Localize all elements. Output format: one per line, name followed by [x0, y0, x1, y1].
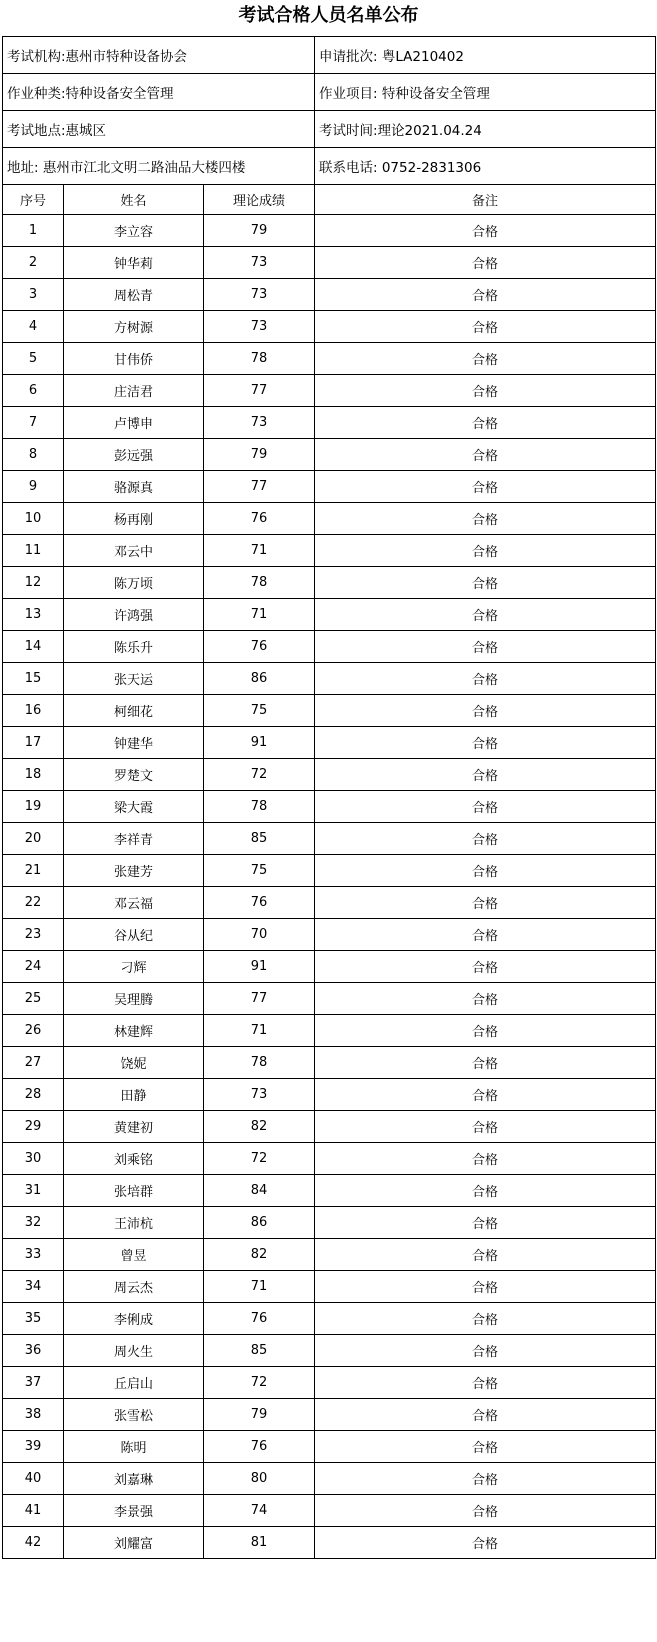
row-number: 15: [3, 663, 64, 695]
theory-score: 77: [204, 983, 315, 1015]
remark: 合格: [315, 503, 656, 535]
person-name: 周松青: [64, 279, 204, 311]
remark: 合格: [315, 247, 656, 279]
row-number: 5: [3, 343, 64, 375]
person-name: 庄洁君: [64, 375, 204, 407]
remark: 合格: [315, 759, 656, 791]
row-number: 39: [3, 1431, 64, 1463]
person-name: 田静: [64, 1079, 204, 1111]
remark: 合格: [315, 887, 656, 919]
application-batch: 申请批次: 粤LA210402: [315, 37, 656, 74]
remark: 合格: [315, 311, 656, 343]
remark: 合格: [315, 1175, 656, 1207]
theory-score: 80: [204, 1463, 315, 1495]
person-name: 张培群: [64, 1175, 204, 1207]
person-name: 杨再刚: [64, 503, 204, 535]
row-number: 33: [3, 1239, 64, 1271]
row-number: 41: [3, 1495, 64, 1527]
remark: 合格: [315, 279, 656, 311]
row-number: 18: [3, 759, 64, 791]
info-row-institution: [3, 37, 656, 74]
row-number: 31: [3, 1175, 64, 1207]
person-name: 甘伟侨: [64, 343, 204, 375]
person-name: 曾昱: [64, 1239, 204, 1271]
person-name: 张天运: [64, 663, 204, 695]
remark: 合格: [315, 1303, 656, 1335]
row-number: 25: [3, 983, 64, 1015]
row-number: 17: [3, 727, 64, 759]
person-name: 卢博申: [64, 407, 204, 439]
theory-score: 76: [204, 887, 315, 919]
person-name: 王沛杭: [64, 1207, 204, 1239]
theory-score: 71: [204, 599, 315, 631]
remark: 合格: [315, 567, 656, 599]
theory-score: 76: [204, 503, 315, 535]
remark: 合格: [315, 343, 656, 375]
person-name: 邓云福: [64, 887, 204, 919]
theory-score: 79: [204, 439, 315, 471]
person-name: 张建芳: [64, 855, 204, 887]
table-row: [3, 1015, 656, 1047]
remark: 合格: [315, 823, 656, 855]
remark: 合格: [315, 727, 656, 759]
table-row: [3, 567, 656, 599]
table-row: [3, 951, 656, 983]
theory-score: 71: [204, 1015, 315, 1047]
person-name: 李景强: [64, 1495, 204, 1527]
person-name: 邓云中: [64, 535, 204, 567]
row-number: 1: [3, 215, 64, 247]
theory-score: 86: [204, 663, 315, 695]
row-number: 29: [3, 1111, 64, 1143]
person-name: 饶妮: [64, 1047, 204, 1079]
table-row: [3, 311, 656, 343]
row-number: 30: [3, 1143, 64, 1175]
table-row: [3, 983, 656, 1015]
row-number: 24: [3, 951, 64, 983]
theory-score: 72: [204, 759, 315, 791]
remark: 合格: [315, 695, 656, 727]
exam-location: 考试地点:惠城区: [3, 111, 315, 148]
theory-score: 75: [204, 695, 315, 727]
table-row: [3, 1527, 656, 1559]
table-row: [3, 1047, 656, 1079]
row-number: 23: [3, 919, 64, 951]
remark: 合格: [315, 1143, 656, 1175]
row-number: 12: [3, 567, 64, 599]
person-name: 周火生: [64, 1335, 204, 1367]
table-row: [3, 1271, 656, 1303]
column-header-score: 理论成绩: [204, 185, 315, 215]
remark: 合格: [315, 1111, 656, 1143]
theory-score: 73: [204, 1079, 315, 1111]
row-number: 35: [3, 1303, 64, 1335]
remark: 合格: [315, 215, 656, 247]
remark: 合格: [315, 1239, 656, 1271]
row-number: 3: [3, 279, 64, 311]
row-number: 4: [3, 311, 64, 343]
theory-score: 85: [204, 1335, 315, 1367]
table-row: [3, 1239, 656, 1271]
theory-score: 72: [204, 1143, 315, 1175]
remark: 合格: [315, 1399, 656, 1431]
table-row: [3, 727, 656, 759]
person-name: 陈明: [64, 1431, 204, 1463]
table-row: [3, 535, 656, 567]
theory-score: 75: [204, 855, 315, 887]
page-title: 考试合格人员名单公布: [238, 5, 419, 26]
table-row: [3, 1079, 656, 1111]
theory-score: 78: [204, 343, 315, 375]
table-row: [3, 1303, 656, 1335]
theory-score: 84: [204, 1175, 315, 1207]
row-number: 37: [3, 1367, 64, 1399]
table-row: [3, 1399, 656, 1431]
remark: 合格: [315, 919, 656, 951]
remark: 合格: [315, 1079, 656, 1111]
row-number: 36: [3, 1335, 64, 1367]
row-number: 27: [3, 1047, 64, 1079]
remark: 合格: [315, 791, 656, 823]
remark: 合格: [315, 1367, 656, 1399]
theory-score: 76: [204, 1431, 315, 1463]
person-name: 张雪松: [64, 1399, 204, 1431]
row-number: 42: [3, 1527, 64, 1559]
theory-score: 86: [204, 1207, 315, 1239]
theory-score: 73: [204, 407, 315, 439]
person-name: 李祥青: [64, 823, 204, 855]
theory-score: 77: [204, 375, 315, 407]
table-row: [3, 1143, 656, 1175]
remark: 合格: [315, 1271, 656, 1303]
row-number: 10: [3, 503, 64, 535]
row-number: 9: [3, 471, 64, 503]
theory-score: 71: [204, 1271, 315, 1303]
row-number: 13: [3, 599, 64, 631]
column-header-name: 姓名: [64, 185, 204, 215]
row-number: 7: [3, 407, 64, 439]
results-table: [2, 36, 656, 1559]
work-project: 作业项目: 特种设备安全管理: [315, 74, 656, 111]
column-header-number: 序号: [3, 185, 64, 215]
table-row: [3, 1175, 656, 1207]
table-row: [3, 855, 656, 887]
remark: 合格: [315, 1431, 656, 1463]
person-name: 刘乘铭: [64, 1143, 204, 1175]
theory-score: 72: [204, 1367, 315, 1399]
person-name: 梁大霞: [64, 791, 204, 823]
table-row: [3, 503, 656, 535]
person-name: 刘嘉琳: [64, 1463, 204, 1495]
theory-score: 74: [204, 1495, 315, 1527]
row-number: 26: [3, 1015, 64, 1047]
table-row: [3, 823, 656, 855]
person-name: 丘启山: [64, 1367, 204, 1399]
person-name: 彭远强: [64, 439, 204, 471]
row-number: 20: [3, 823, 64, 855]
remark: 合格: [315, 951, 656, 983]
theory-score: 73: [204, 247, 315, 279]
table-row: [3, 759, 656, 791]
person-name: 陈万顷: [64, 567, 204, 599]
exam-institution: 考试机构:惠州市特种设备协会: [3, 37, 315, 74]
table-row: [3, 1431, 656, 1463]
table-row: [3, 1463, 656, 1495]
theory-score: 78: [204, 1047, 315, 1079]
theory-score: 78: [204, 567, 315, 599]
person-name: 柯细花: [64, 695, 204, 727]
row-number: 6: [3, 375, 64, 407]
table-row: [3, 439, 656, 471]
theory-score: 76: [204, 1303, 315, 1335]
remark: 合格: [315, 983, 656, 1015]
theory-score: 78: [204, 791, 315, 823]
table-row: [3, 279, 656, 311]
table-row: [3, 247, 656, 279]
table-row: [3, 1367, 656, 1399]
remark: 合格: [315, 1527, 656, 1559]
table-row: [3, 663, 656, 695]
theory-score: 73: [204, 279, 315, 311]
row-number: 16: [3, 695, 64, 727]
remark: 合格: [315, 599, 656, 631]
remark: 合格: [315, 407, 656, 439]
remark: 合格: [315, 1463, 656, 1495]
person-name: 李俐成: [64, 1303, 204, 1335]
table-row: [3, 599, 656, 631]
remark: 合格: [315, 471, 656, 503]
remark: 合格: [315, 1335, 656, 1367]
theory-score: 91: [204, 727, 315, 759]
row-number: 32: [3, 1207, 64, 1239]
table-row: [3, 887, 656, 919]
remark: 合格: [315, 855, 656, 887]
row-number: 19: [3, 791, 64, 823]
theory-score: 82: [204, 1239, 315, 1271]
contact-phone: 联系电话: 0752-2831306: [315, 148, 656, 185]
table-row: [3, 631, 656, 663]
column-header-remark: 备注: [315, 185, 656, 215]
person-name: 方树源: [64, 311, 204, 343]
person-name: 黄建初: [64, 1111, 204, 1143]
table-row: [3, 695, 656, 727]
table-header-row: [3, 185, 656, 215]
theory-score: 73: [204, 311, 315, 343]
theory-score: 85: [204, 823, 315, 855]
table-row: [3, 1111, 656, 1143]
remark: 合格: [315, 375, 656, 407]
table-row: [3, 407, 656, 439]
theory-score: 77: [204, 471, 315, 503]
row-number: 38: [3, 1399, 64, 1431]
person-name: 林建辉: [64, 1015, 204, 1047]
row-number: 28: [3, 1079, 64, 1111]
theory-score: 71: [204, 535, 315, 567]
theory-score: 91: [204, 951, 315, 983]
remark: 合格: [315, 663, 656, 695]
table-row: [3, 919, 656, 951]
person-name: 周云杰: [64, 1271, 204, 1303]
exam-time: 考试时间:理论2021.04.24: [315, 111, 656, 148]
person-name: 许鸿强: [64, 599, 204, 631]
row-number: 21: [3, 855, 64, 887]
row-number: 40: [3, 1463, 64, 1495]
table-row: [3, 375, 656, 407]
person-name: 骆源真: [64, 471, 204, 503]
table-row: [3, 791, 656, 823]
table-row: [3, 1335, 656, 1367]
row-number: 34: [3, 1271, 64, 1303]
row-number: 22: [3, 887, 64, 919]
person-name: 刘耀富: [64, 1527, 204, 1559]
row-number: 11: [3, 535, 64, 567]
row-number: 14: [3, 631, 64, 663]
table-row: [3, 471, 656, 503]
info-row-address: [3, 148, 656, 185]
theory-score: 70: [204, 919, 315, 951]
person-name: 谷从纪: [64, 919, 204, 951]
info-row-location: [3, 111, 656, 148]
remark: 合格: [315, 1047, 656, 1079]
row-number: 2: [3, 247, 64, 279]
theory-score: 79: [204, 215, 315, 247]
remark: 合格: [315, 1207, 656, 1239]
table-row: [3, 1495, 656, 1527]
row-number: 8: [3, 439, 64, 471]
remark: 合格: [315, 1495, 656, 1527]
address: 地址: 惠州市江北文明二路油品大楼四楼: [3, 148, 315, 185]
theory-score: 82: [204, 1111, 315, 1143]
remark: 合格: [315, 535, 656, 567]
person-name: 刁辉: [64, 951, 204, 983]
theory-score: 79: [204, 1399, 315, 1431]
person-name: 钟建华: [64, 727, 204, 759]
table-row: [3, 343, 656, 375]
info-row-category: [3, 74, 656, 111]
theory-score: 76: [204, 631, 315, 663]
person-name: 陈乐升: [64, 631, 204, 663]
remark: 合格: [315, 631, 656, 663]
work-category: 作业种类:特种设备安全管理: [3, 74, 315, 111]
table-row: [3, 215, 656, 247]
person-name: 吴理腾: [64, 983, 204, 1015]
remark: 合格: [315, 439, 656, 471]
person-name: 李立容: [64, 215, 204, 247]
person-name: 钟华莉: [64, 247, 204, 279]
table-row: [3, 1207, 656, 1239]
remark: 合格: [315, 1015, 656, 1047]
theory-score: 81: [204, 1527, 315, 1559]
person-name: 罗楚文: [64, 759, 204, 791]
